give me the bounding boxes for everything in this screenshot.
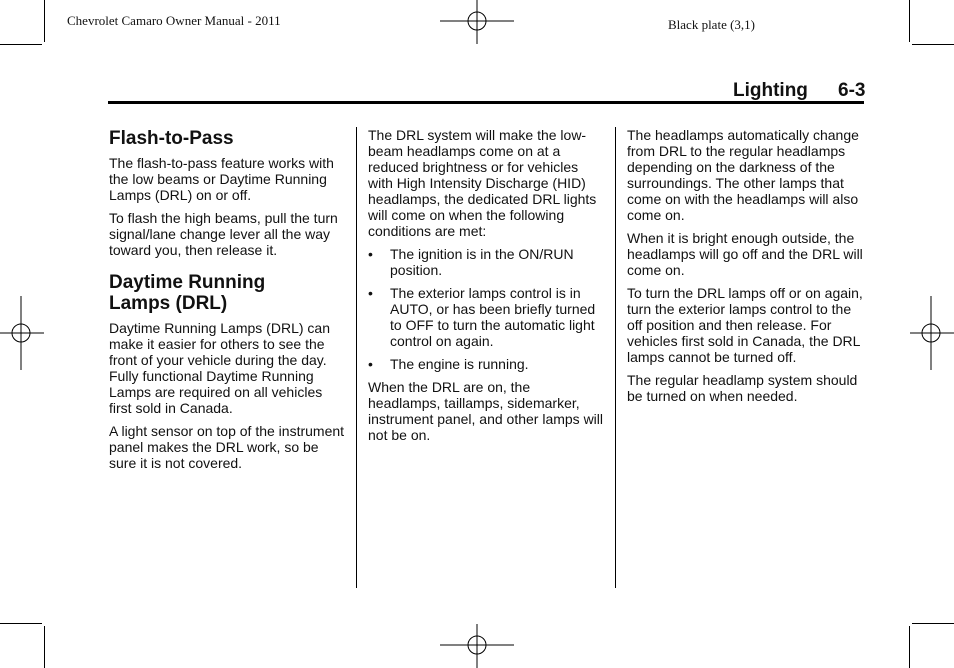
heading-drl: Daytime Running Lamps (DRL) [109,272,266,314]
paragraph: When the DRL are on, the headlamps, taillamps, sidemarker, instrument panel, and other lamps will not be on. [368,379,604,443]
paragraph: To flash the high beams, pull the turn signal/lane change lever all the way toward you, then release it. [109,210,338,258]
column-divider [356,127,357,588]
paragraph: A light sensor on top of the instrument panel makes the DRL work, so be sure it is not covered. [109,423,345,471]
section-name: Lighting [733,80,808,101]
registration-mark-icon [910,296,954,370]
column-3 [627,127,863,411]
crop-mark [909,0,910,42]
bullet: • [368,246,373,262]
page-number: 6-3 [838,80,866,101]
paragraph: The regular headlamp system should be turned on when needed. [627,372,858,404]
manual-title: Chevrolet Camaro Owner Manual - 2011 [67,13,281,28]
registration-mark-icon [440,624,514,668]
paragraph: The headlamps automatically change from DRL to the regular headlamps depending on the darkness of the surroundings. The other lamps that come on with the headlamps will also come on. [627,127,859,223]
paragraph: To turn the DRL lamps off or on again, turn the exterior lamps control to the off position and then release. For vehicles first sold in Canada, the DRL lamps cannot be turned off. [627,285,863,365]
plate-label: Black plate (3,1) [668,17,755,32]
crop-mark [44,0,45,42]
paragraph: The DRL system will make the low-beam headlamps come on at a reduced brightness or for vehicles with High Intensity Discharge (HID) headlamps, the dedicated DRL lights will come on when the following conditions are met: [368,127,597,239]
registration-mark-icon [440,0,514,44]
title-rule [108,101,864,104]
crop-mark [0,623,42,624]
crop-mark [0,44,42,45]
list-item: • The engine is running. [368,356,529,372]
list-item: • The exterior lamps control is in AUTO, or has been briefly turned to OFF to turn the automatic light control on again. [368,285,596,349]
list-item: • The ignition is in the ON/RUN position. [368,246,574,278]
column-1 [109,128,347,478]
bullet: • [368,356,373,372]
crop-mark [912,623,954,624]
paragraph: The flash-to-pass feature works with the low beams or Daytime Running Lamps (DRL) on or off. [109,155,334,203]
paragraph: Daytime Running Lamps (DRL) can make it easier for others to see the front of your vehicle during the day. Fully functional Daytime Running Lamps are required on all vehicles first sold in Canada. [109,320,330,416]
conditions-list [368,246,604,372]
crop-mark [909,626,910,668]
registration-mark-icon [0,296,44,370]
crop-mark [44,626,45,668]
heading-flash-to-pass: Flash-to-Pass [109,128,234,149]
paragraph: When it is bright enough outside, the headlamps will go off and the DRL will come on. [627,230,863,278]
column-2 [368,127,604,450]
crop-mark [912,44,954,45]
bullet: • [368,285,373,301]
column-divider [615,127,616,588]
